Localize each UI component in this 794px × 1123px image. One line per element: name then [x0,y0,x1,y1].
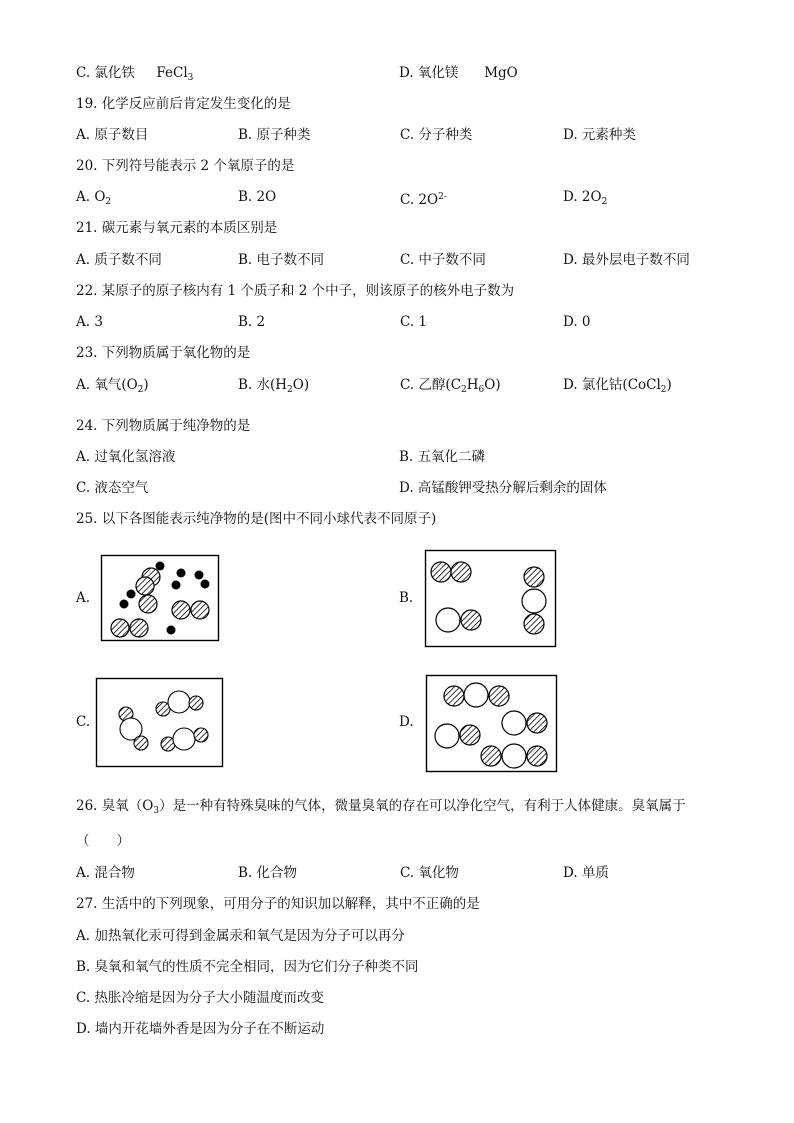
q22-option-c[interactable]: C. 1 [400,314,428,330]
q26-option-c[interactable]: C. 氧化物 [400,865,459,881]
q25-diagram-a[interactable] [101,555,219,641]
option-d-magnesium-oxide: D. 氧化镁 MgO [399,65,518,81]
q20-option-c[interactable]: C. $2O^{2-}$ [400,192,447,208]
q25-label-b[interactable]: B. [399,590,414,606]
q21-option-d[interactable]: D. 最外层电子数不同 [563,252,690,268]
q25-diagram-c[interactable] [96,678,223,767]
question-20-stem: 20. 下列符号能表示 2 个氧原子的是 [76,158,295,174]
question-19-stem: 19. 化学反应前后肯定发生变化的是 [76,96,291,112]
q22-option-d[interactable]: D. 0 [563,314,591,330]
question-26-blank[interactable]: （ ） [76,833,130,849]
q19-option-c[interactable]: C. 分子种类 [400,127,473,143]
question-22-stem: 22. 某原子的原子核内有 1 个质子和 2 个中子，则该原子的核外电子数为 [76,283,515,299]
q23-option-d[interactable]: D. 氯化钴(CoCl$_2$) [563,377,672,395]
q26-option-d[interactable]: D. 单质 [563,865,609,881]
question-25-stem: 25. 以下各图能表示纯净物的是(图中不同小球代表不同原子) [76,511,437,527]
q19-option-b[interactable]: B. 原子种类 [238,127,311,143]
q21-option-a[interactable]: A. 质子数不同 [76,252,162,268]
q25-label-a[interactable]: A. [76,590,91,606]
question-23-stem: 23. 下列物质属于氧化物的是 [76,345,251,361]
question-24-stem: 24. 下列物质属于纯净物的是 [76,418,251,434]
q19-option-a[interactable]: A. 原子数目 [76,127,149,143]
q20-option-b[interactable]: B. 2O [238,189,277,205]
q24-option-c[interactable]: C. 液态空气 [76,480,149,496]
q20-option-d[interactable]: D. $2O_2$ [563,189,608,207]
option-c-ferric-chloride: C. 氯化铁 FeCl$_3$ [76,65,194,83]
q25-diagram-d[interactable] [426,675,557,772]
q27-option-b[interactable]: B. 臭氧和氧气的性质不完全相同，因为它们分子种类不同 [76,959,419,975]
q21-option-c[interactable]: C. 中子数不同 [400,252,486,268]
q20-option-a[interactable]: A. $O_2$ [76,189,112,207]
question-26-stem: 26. 臭氧$(O_3)$是一种有特殊臭味的气体，微量臭氧的存在可以净化空气，有利于人体健康。臭氧属于 [76,798,686,816]
q23-option-c[interactable]: C. 乙醇$(C_2H_6O)$ [400,377,501,395]
question-21-stem: 21. 碳元素与氧元素的本质区别是 [76,220,278,236]
q22-option-b[interactable]: B. 2 [238,314,266,330]
q24-option-a[interactable]: A. 过氧化氢溶液 [76,449,176,465]
q19-option-d[interactable]: D. 元素种类 [563,127,636,143]
question-27-stem: 27. 生活中的下列现象，可用分子的知识加以解释，其中不正确的是 [76,896,480,912]
q26-option-b[interactable]: B. 化合物 [238,865,298,881]
q25-label-c[interactable]: C. [76,714,91,730]
q21-option-b[interactable]: B. 电子数不同 [238,252,325,268]
q24-option-d[interactable]: D. 高锰酸钾受热分解后剩余的固体 [399,480,607,496]
q23-option-b[interactable]: B. 水$(H_2O)$ [238,377,310,395]
q26-option-a[interactable]: A. 混合物 [76,865,135,881]
q25-diagram-b[interactable] [425,550,556,647]
q24-option-b[interactable]: B. 五氧化二磷 [399,449,486,465]
q23-option-a[interactable]: A. 氧气$(O_2)$ [76,377,149,395]
q27-option-a[interactable]: A. 加热氧化汞可得到金属汞和氧气是因为分子可以再分 [76,928,405,944]
q27-option-d[interactable]: D. 墙内开花墙外香是因为分子在不断运动 [76,1021,325,1037]
q27-option-c[interactable]: C. 热胀冷缩是因为分子大小随温度而改变 [76,990,324,1006]
q25-label-d[interactable]: D. [399,714,414,730]
q22-option-a[interactable]: A. 3 [76,314,103,330]
